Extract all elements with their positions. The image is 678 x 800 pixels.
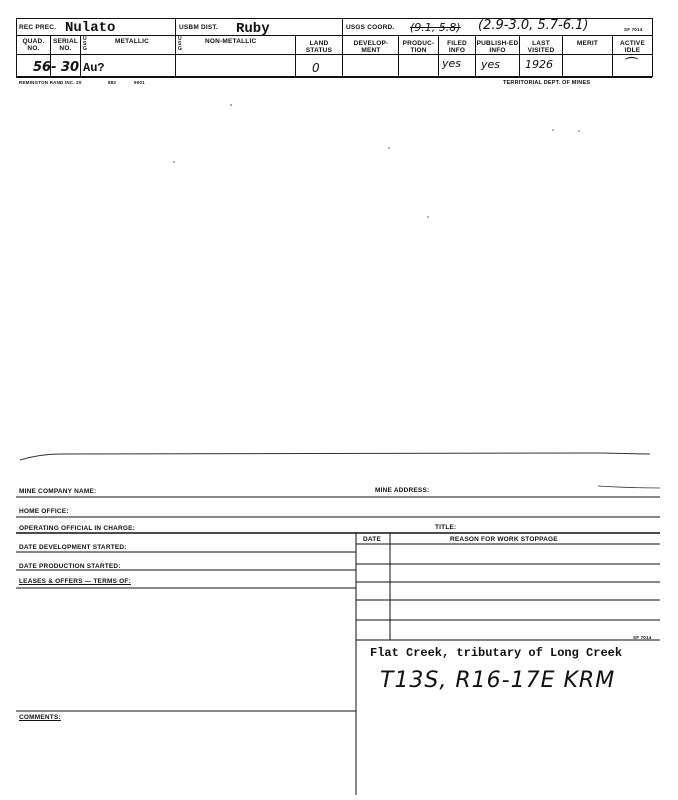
col-filed-info: FILED INFO [447, 40, 467, 54]
col-development: DEVELOP-MENT [353, 40, 389, 54]
back-form-number: SF 7014 [633, 635, 652, 640]
date-production-started-label: DATE PRODUCTION STARTED: [19, 563, 121, 570]
usbm-dist-label: USBM DIST. [179, 24, 218, 31]
back-lines [0, 440, 678, 800]
col-non-metallic: NON-METALLIC [205, 38, 257, 45]
col-production: PRODUC-TION [402, 40, 435, 54]
stoppage-date-header: DATE [363, 536, 382, 543]
title-label: TITLE: [435, 524, 457, 531]
department-label: TERRITORIAL DEPT. OF MINES [503, 80, 591, 86]
col-last-visited: LAST VISITED [527, 40, 555, 54]
col-published-info: PUBLISH-ED INFO [476, 40, 519, 54]
usgs-coord-label: USGS COORD. [346, 24, 395, 31]
printer-code-2: 9001 [134, 80, 145, 85]
metallic-value: Au? [83, 61, 105, 75]
mine-address-label: MINE ADDRESS: [375, 487, 430, 494]
comments-label: COMMENTS: [19, 714, 61, 721]
active-idle-value: ⁀ [626, 58, 638, 74]
date-development-started-label: DATE DEVELOPMENT STARTED: [19, 544, 127, 551]
home-office-label: HOME OFFICE: [19, 508, 69, 515]
usbm-dist-value: Ruby [236, 21, 270, 37]
leases-offers-label: LEASES & OFFERS — TERMS OF: [19, 578, 131, 585]
col-metallic: METALLIC [115, 38, 149, 45]
last-visited-value: 1926 [525, 58, 553, 71]
township-range-handwritten: T13S, R16-17E KRM [380, 668, 616, 693]
stoppage-reason-header: REASON FOR WORK STOPPAGE [450, 536, 558, 543]
col-usg-metallic: U S G [83, 36, 88, 52]
rec-prec-value: Nulato [65, 20, 116, 36]
usgs-coord-struck: (9.1, 5.8) [410, 21, 461, 34]
usgs-coord-value: (2.9-3.0, 5.7-6.1) [478, 18, 589, 33]
col-land-status: LAND STATUS [305, 40, 333, 54]
col-usg-nonmetallic: U S G [178, 36, 183, 52]
printer-label: REMINGTON RAND INC. 20 [19, 80, 82, 85]
quad-serial-value: 56- 30 [33, 60, 80, 75]
rec-prec-label: REC PREC. [19, 24, 57, 31]
col-serial-no: SERIAL NO. [52, 38, 79, 52]
form-number: SF 7014 [624, 27, 643, 32]
land-status-value: 0 [312, 61, 320, 75]
col-quad-no: QUAD. NO. [22, 38, 45, 52]
filed-info-value: yes [442, 57, 462, 70]
location-typed-note: Flat Creek, tributary of Long Creek [370, 646, 623, 660]
mine-company-name-label: MINE COMPANY NAME: [19, 488, 97, 495]
col-active-idle: ACTIVE IDLE [619, 40, 646, 54]
published-info-value: yes [481, 58, 501, 71]
printer-code-1: 882 [108, 80, 117, 85]
operating-official-label: OPERATING OFFICIAL IN CHARGE: [19, 525, 136, 532]
col-merit: MERIT [576, 40, 599, 47]
